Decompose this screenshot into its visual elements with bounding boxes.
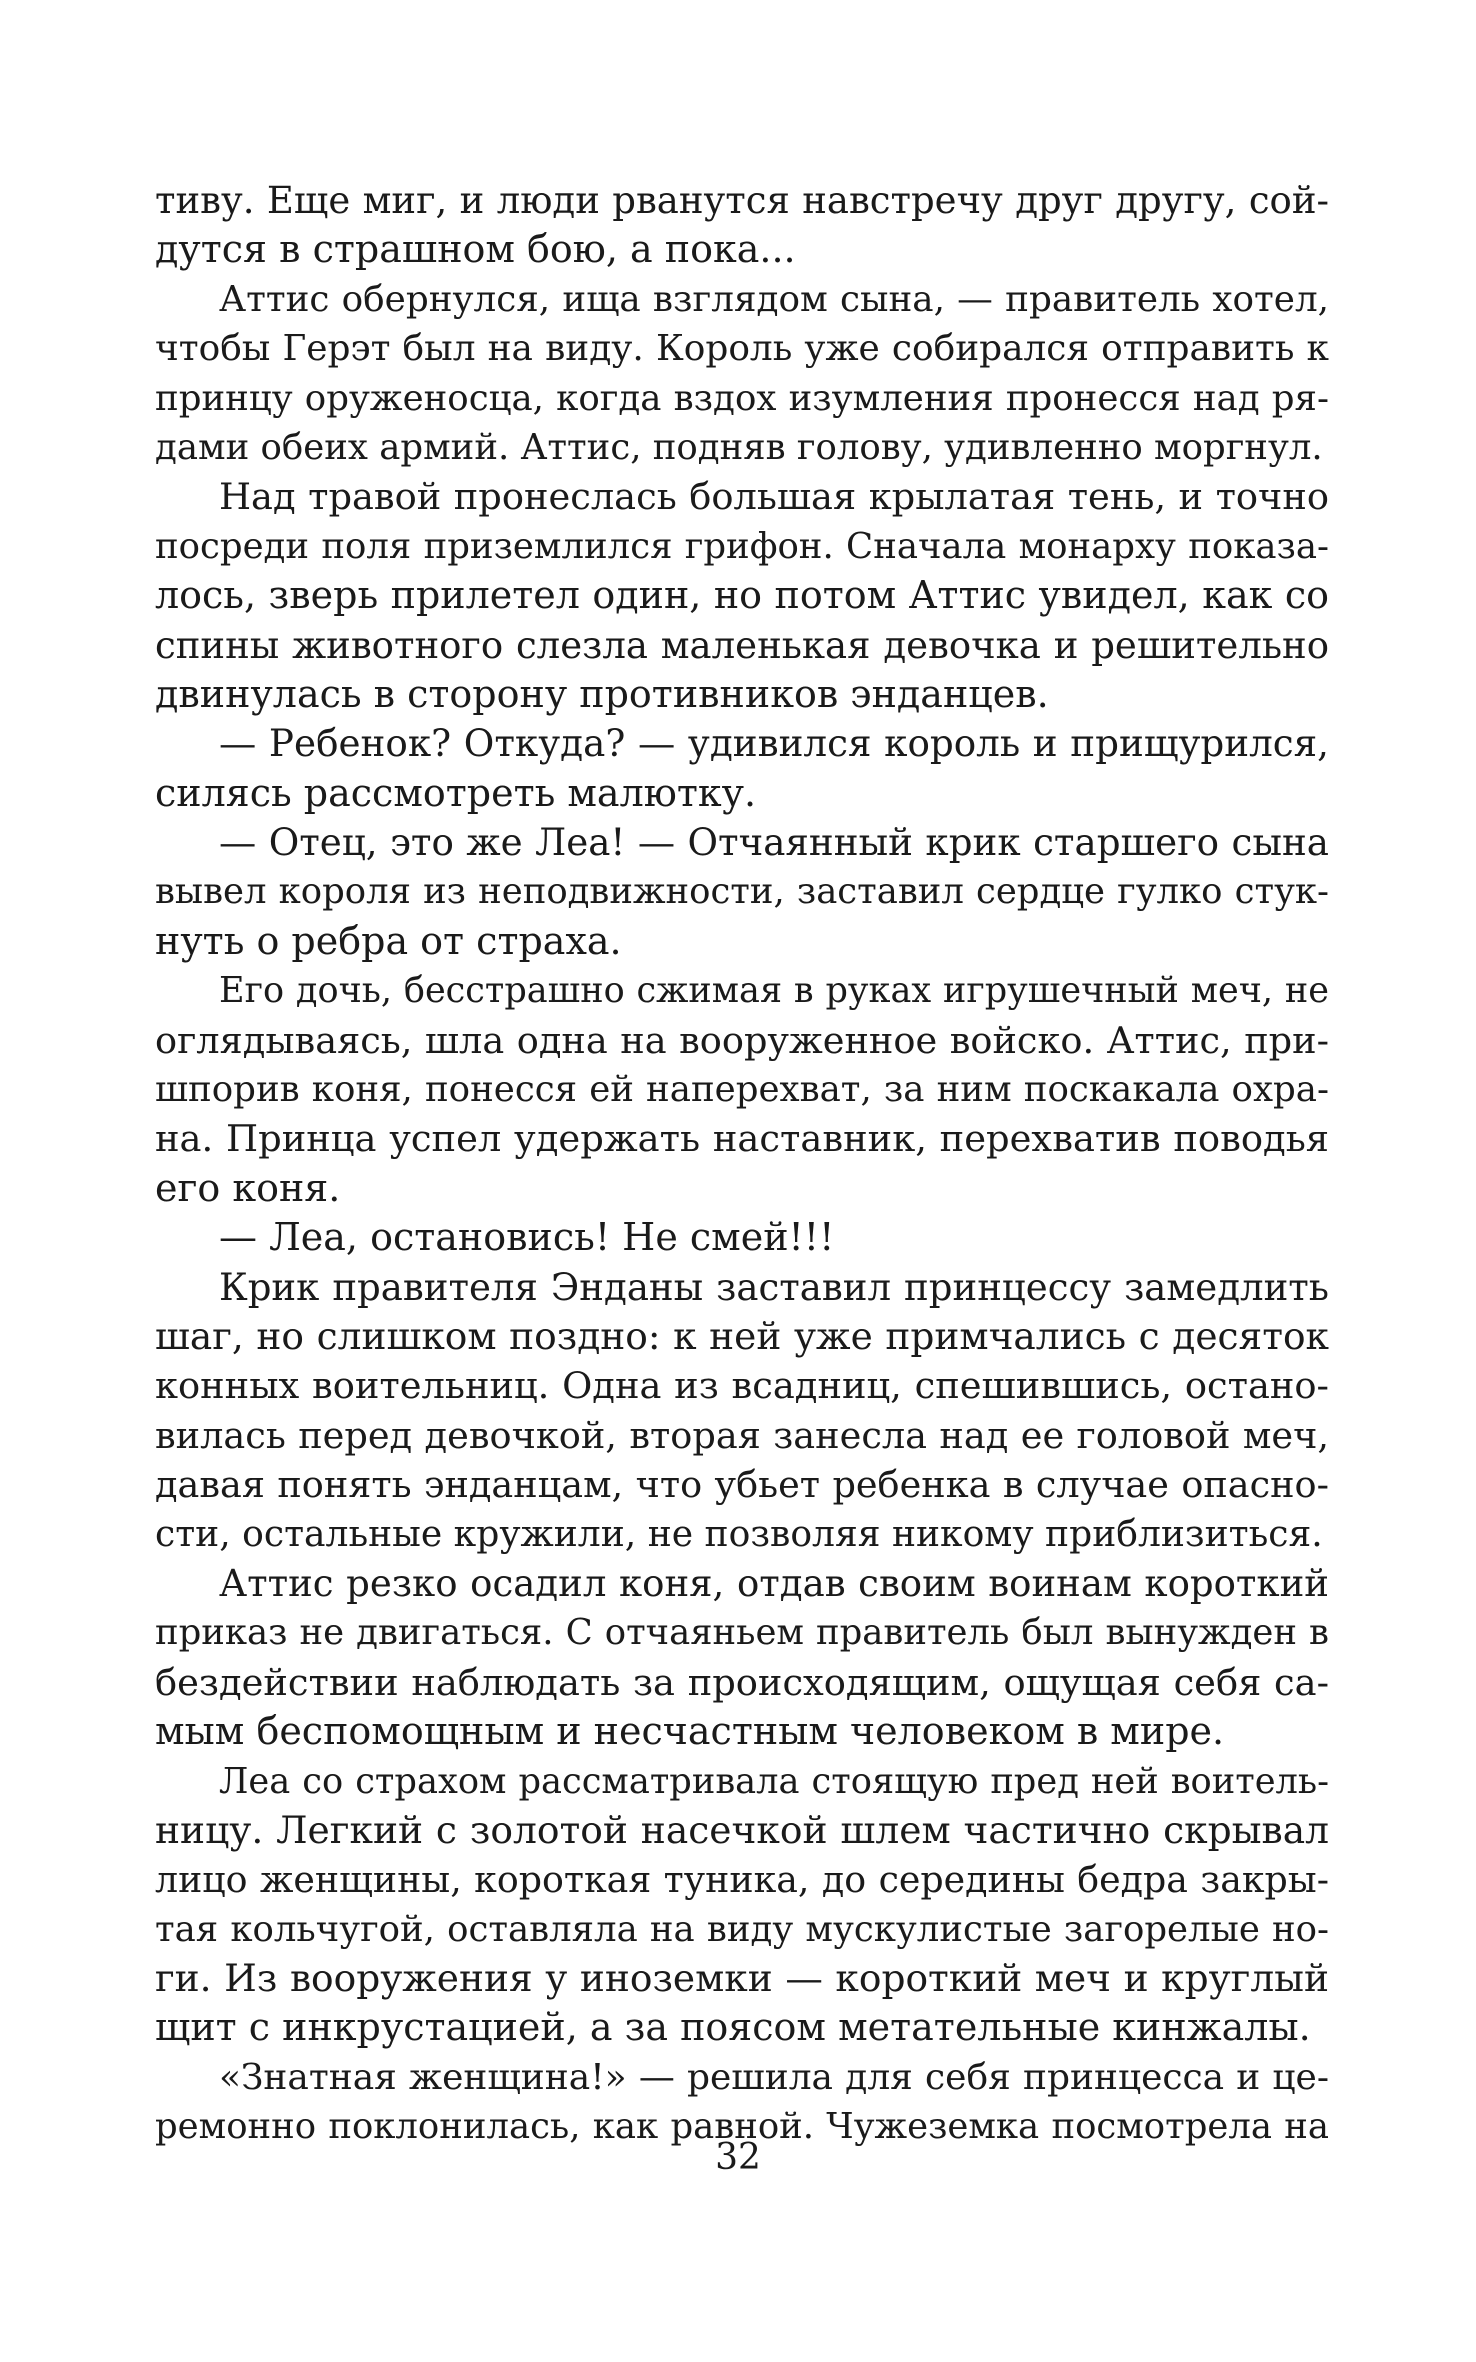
text-line: спины животного слезла маленькая девочка и решительно	[155, 623, 1329, 667]
text-line: «Знатная женщина!» — решила для себя принцесса и це-	[219, 2056, 1329, 2098]
text-line: на. Принца успел удержать наставник, перехватив поводья	[155, 1117, 1329, 1161]
text-line: шпорив коня, понесся ей наперехват, за ним поскакала охра-	[155, 1069, 1329, 1111]
text-line: дами обеих армий. Аттис, подняв голову, удивленно моргнул.	[155, 426, 1323, 468]
text-line: — Отец, это же Леа! — Отчаянный крик старшего сына	[219, 820, 1329, 865]
text-line: Аттис резко осадил коня, отдав своим воинам короткий	[219, 1561, 1329, 1605]
text-line: приказ не двигаться. С отчаяньем правитель был вынужден в	[155, 1612, 1329, 1654]
text-line: Его дочь, бесстрашно сжимая в руках игрушечный меч, не	[219, 970, 1329, 1012]
text-line: посреди поля приземлился грифон. Сначала монарху показа-	[155, 525, 1329, 567]
text-line: Над травой пронеслась большая крылатая тень, и точно	[219, 475, 1329, 519]
text-line: силясь рассмотреть малютку.	[155, 770, 757, 815]
text-line: лось, зверь прилетел один, но потом Аттис увидел, как со	[155, 573, 1329, 618]
text-line: дутся в страшном бою, а пока...	[155, 227, 796, 272]
text-line: бездействии наблюдать за происходящим, ощущая себя са-	[155, 1660, 1329, 1704]
text-line: тиву. Еще миг, и люди рванутся навстречу друг другу, сой-	[155, 179, 1329, 222]
text-line: сти, остальные кружили, не позволяя никому приблизиться.	[155, 1512, 1323, 1555]
text-line: вывел короля из неподвижности, заставил сердце гулко стук-	[155, 871, 1329, 913]
text-line: Леа со страхом рассматривала стоящую пред ней воитель-	[219, 1760, 1329, 1802]
text-line: Аттис обернулся, ища взглядом сына, — правитель хотел,	[219, 278, 1329, 320]
text-line: ницу. Легкий с золотой насечкой шлем частично скрывал	[155, 1807, 1329, 1852]
text-line: оглядываясь, шла одна на вооруженное войско. Аттис, при-	[155, 1018, 1329, 1062]
text-line: давая понять энданцам, что убьет ребенка в случае опасно-	[155, 1463, 1329, 1507]
text-line: шаг, но слишком поздно: к ней уже примчались с десяток	[155, 1313, 1329, 1358]
text-line: тая кольчугой, оставляла на виду мускулистые загорелые но-	[155, 1908, 1329, 1950]
text-line: нуть о ребра от страха.	[155, 918, 622, 963]
text-line: лицо женщины, короткая туника, до середины бедра закры-	[155, 1858, 1329, 1902]
text-line: ги. Из вооружения у иноземки — короткий меч и круглый	[155, 1956, 1329, 2001]
text-line: чтобы Герэт был на виду. Король уже собирался отправить к	[155, 328, 1329, 370]
text-line: щит с инкрустацией, а за поясом метательные кинжалы.	[155, 2005, 1311, 2050]
text-line: ремонно поклонилась, как равной. Чужеземка посмотрела на	[155, 2106, 1329, 2148]
text-line: — Ребенок? Откуда? — удивился король и прищурился,	[219, 721, 1329, 766]
text-line: принцу оруженосца, когда вздох изумления пронесся над ря-	[155, 377, 1329, 419]
page-text-block	[155, 176, 1329, 2152]
text-line: его коня.	[155, 1165, 341, 1210]
text-line: Крик правителя Энданы заставил принцессу замедлить	[219, 1265, 1329, 1309]
page-number: 32	[715, 2137, 761, 2178]
text-line: мым беспомощным и несчастным человеком в мире.	[155, 1709, 1225, 1754]
text-line: — Леа, остановись! Не смей!!!	[219, 1215, 835, 1260]
text-line: вилась перед девочкой, вторая занесла над ее головой меч,	[155, 1413, 1329, 1457]
text-line: конных воительниц. Одна из всадниц, спешившись, остано-	[155, 1364, 1329, 1408]
text-line: двинулась в сторону противников энданцев.	[155, 671, 1049, 716]
